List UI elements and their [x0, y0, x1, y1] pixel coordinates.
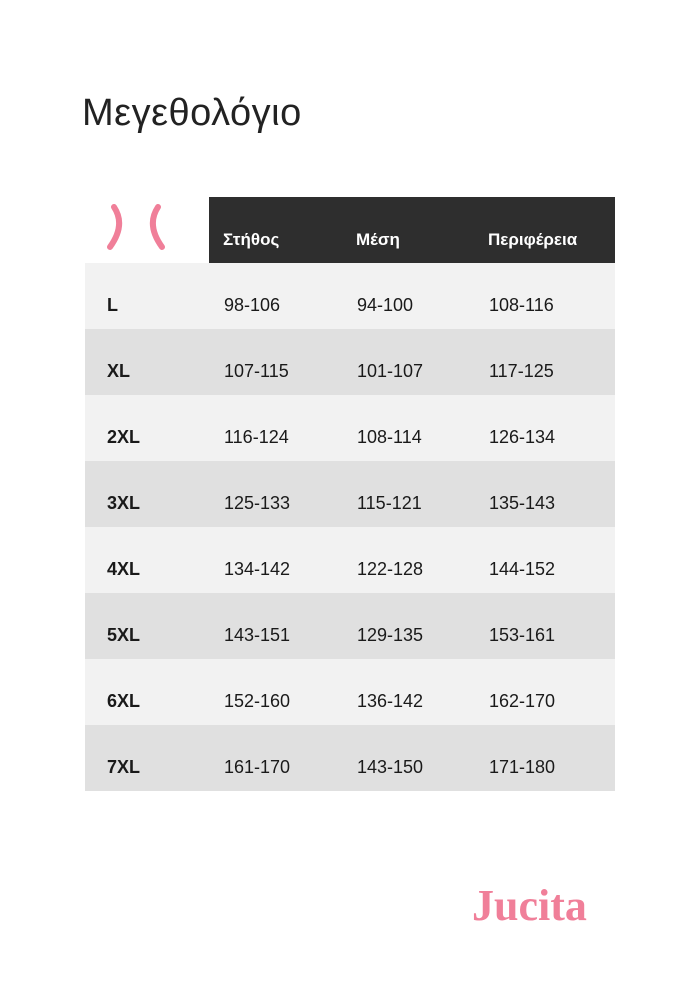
table-row: [85, 527, 615, 593]
header-chest: Στήθος: [223, 230, 280, 249]
waist-value: 101-107: [357, 361, 424, 381]
table-row: [85, 263, 615, 329]
waist-value: 115-121: [357, 493, 422, 513]
hips-value: 126-134: [489, 427, 556, 447]
table-row: [85, 329, 615, 395]
size-label: 5XL: [107, 625, 141, 645]
size-label: 4XL: [107, 559, 141, 579]
chest-value: 161-170: [224, 757, 291, 777]
size-label: 2XL: [107, 427, 141, 447]
size-label: 7XL: [107, 757, 141, 777]
table-row: [85, 461, 615, 527]
page-title: Μεγεθολόγιο: [82, 92, 302, 134]
waist-value: 129-135: [357, 625, 424, 645]
size-label: L: [107, 295, 118, 315]
header-hips: Περιφέρεια: [488, 230, 578, 249]
chest-value: 134-142: [224, 559, 291, 579]
chest-value: 98-106: [224, 295, 281, 315]
table-row: [85, 395, 615, 461]
waist-value: 122-128: [357, 559, 424, 579]
chest-value: 125-133: [224, 493, 291, 513]
size-table-header: [209, 197, 615, 263]
size-label: 3XL: [107, 493, 141, 513]
waist-value: 136-142: [357, 691, 424, 711]
table-row: [85, 725, 615, 791]
header-waist: Μέση: [356, 230, 400, 249]
brand-logo: Jucita: [472, 881, 587, 930]
size-label: 6XL: [107, 691, 141, 711]
hips-value: 135-143: [489, 493, 556, 513]
hips-value: 108-116: [489, 295, 554, 315]
table-row: [85, 659, 615, 725]
chest-value: 152-160: [224, 691, 291, 711]
hips-value: 162-170: [489, 691, 556, 711]
hips-value: 117-125: [489, 361, 554, 381]
size-table: [85, 263, 615, 791]
chest-value: 116-124: [224, 427, 289, 447]
waist-value: 108-114: [357, 427, 422, 447]
waist-value: 94-100: [357, 295, 414, 315]
hips-value: 171-180: [489, 757, 556, 777]
hips-value: 144-152: [489, 559, 556, 579]
hips-value: 153-161: [489, 625, 556, 645]
chest-value: 107-115: [224, 361, 289, 381]
size-label: XL: [107, 361, 131, 381]
chest-value: 143-151: [224, 625, 291, 645]
brand-mark-icon: [104, 203, 168, 251]
waist-value: 143-150: [357, 757, 424, 777]
table-row: [85, 593, 615, 659]
